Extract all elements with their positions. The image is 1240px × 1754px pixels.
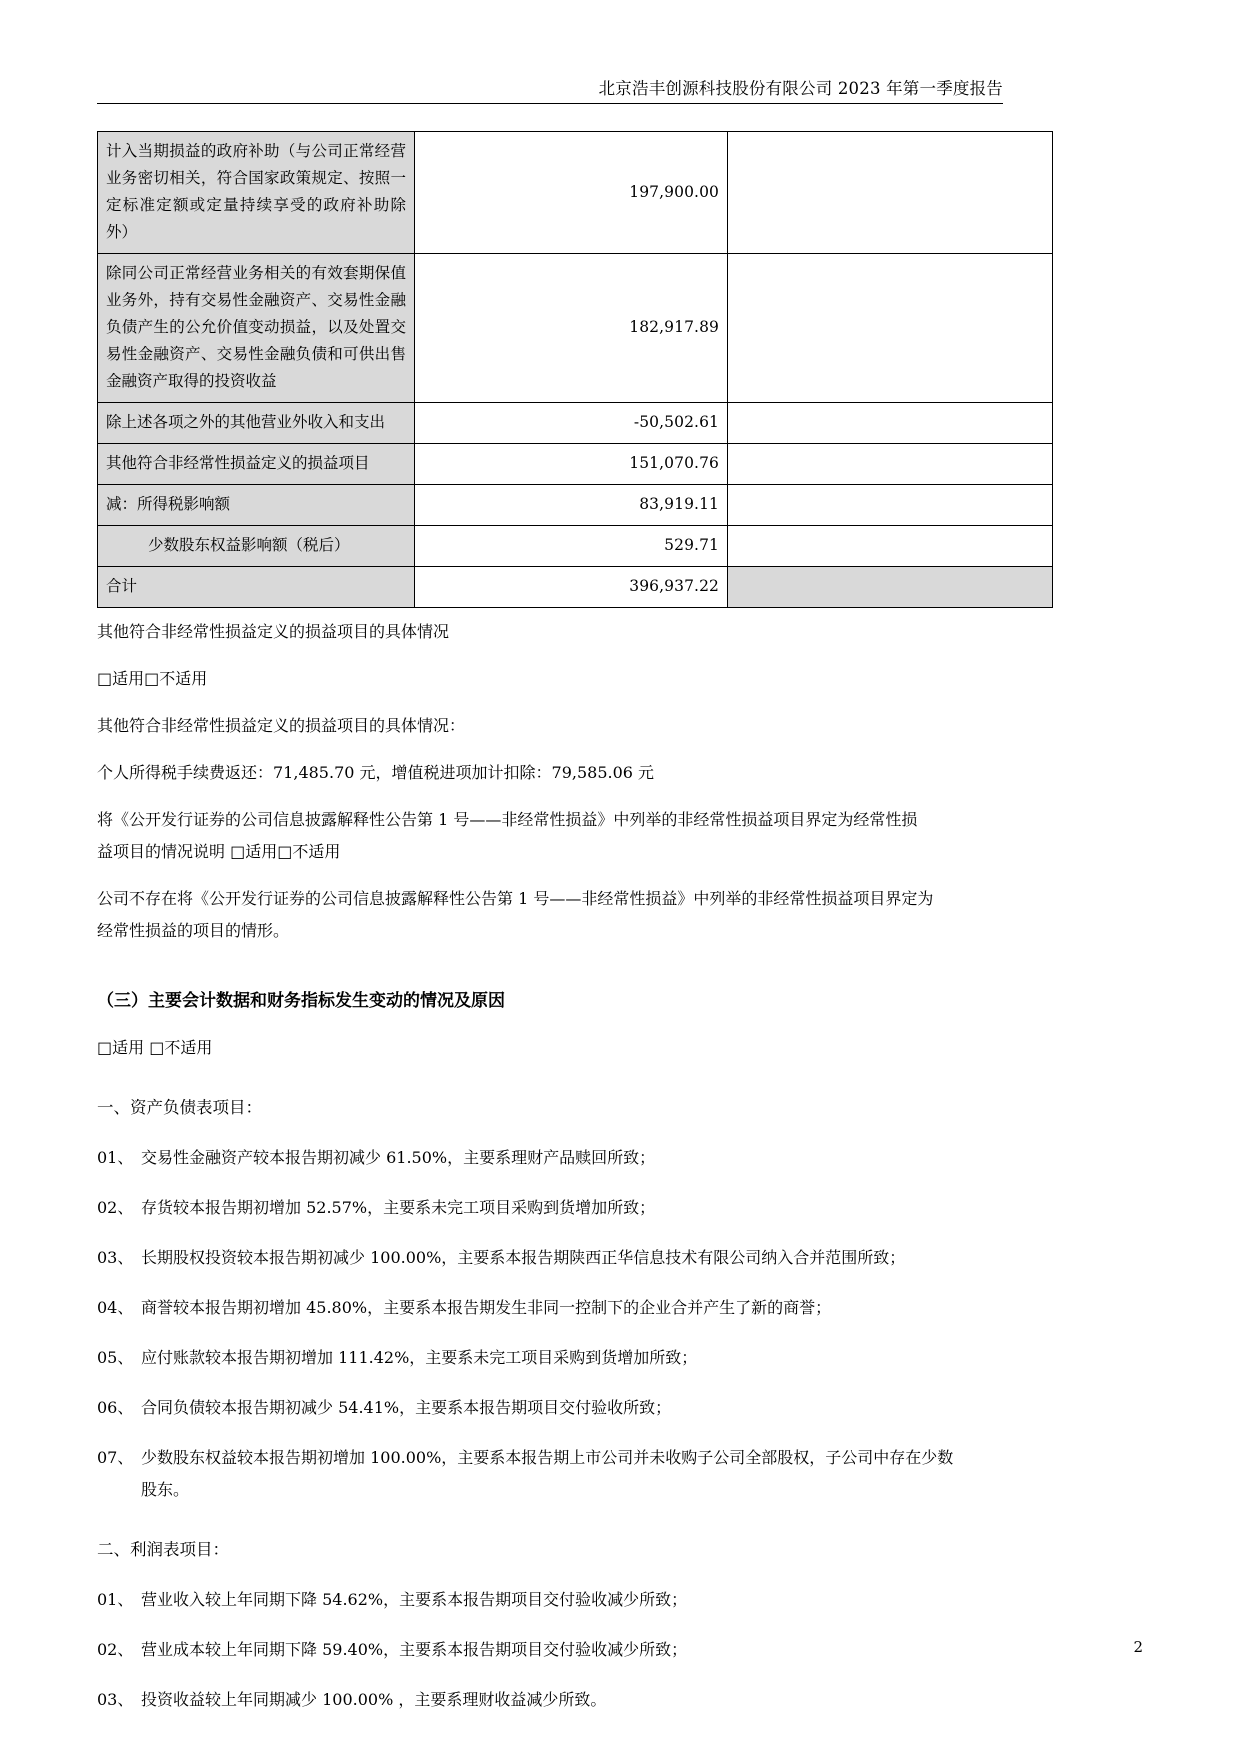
paragraph-other-items-title: 其他符合非经常性损益定义的损益项目的具体情况	[97, 622, 450, 641]
paragraph-no-reclassification-line1: 公司不存在将《公开发行证券的公司信息披露解释性公告第 1 号——非经常性损益》中列举的非经常性损益项目界定为	[97, 889, 934, 908]
paragraph-other-items-detail: 个人所得税手续费返还：71,485.70 元，增值税进项加计扣除：79,585.06 元	[97, 763, 655, 782]
table-row-total	[98, 567, 1053, 608]
table-row	[98, 132, 1053, 254]
list-item	[97, 1685, 1003, 1715]
subheading-income-statement: 二、利润表项目：	[97, 1540, 229, 1559]
paragraph-no-reclassification-line2: 经常性损益的项目的情形。	[97, 921, 290, 940]
list-item-text: 营业收入较上年同期下降 54.62%，主要系本报告期项目交付验收减少所致；	[141, 1590, 688, 1609]
list-item-number: 04、	[97, 1298, 134, 1317]
list-item-number: 02、	[97, 1198, 134, 1217]
page-number: 2	[1133, 1638, 1143, 1656]
row-label: 除上述各项之外的其他营业外收入和支出	[98, 403, 415, 444]
list-item	[97, 1293, 1003, 1323]
list-item	[97, 1443, 1003, 1505]
list-item	[97, 1393, 1003, 1423]
table-row	[98, 485, 1053, 526]
row-note	[728, 526, 1053, 567]
list-item-number: 06、	[97, 1398, 134, 1417]
list-item-text: 少数股东权益较本报告期初增加 100.00%，主要系本报告期上市公司并未收购子公司全部股权，子公司中存在少数	[141, 1448, 954, 1467]
row-amount: 182,917.89	[415, 254, 728, 403]
row-amount: -50,502.61	[415, 403, 728, 444]
list-item-number: 05、	[97, 1348, 134, 1367]
list-item-text: 营业成本较上年同期下降 59.40%，主要系本报告期项目交付验收减少所致；	[141, 1640, 688, 1659]
table-row	[98, 254, 1053, 403]
row-amount: 529.71	[415, 526, 728, 567]
row-label: 少数股东权益影响额（税后）	[98, 526, 415, 567]
row-label: 其他符合非经常性损益定义的损益项目	[98, 444, 415, 485]
list-item-text: 投资收益较上年同期减少 100.00% ，主要系理财收益减少所致。	[141, 1690, 607, 1709]
row-note	[728, 132, 1053, 254]
row-amount: 151,070.76	[415, 444, 728, 485]
row-label: 减：所得税影响额	[98, 485, 415, 526]
list-item	[97, 1243, 1003, 1273]
row-amount: 197,900.00	[415, 132, 728, 254]
list-item-number: 07、	[97, 1448, 134, 1467]
paragraph-other-items-detail-title: 其他符合非经常性损益定义的损益项目的具体情况：	[97, 716, 466, 735]
header-divider	[97, 103, 1003, 104]
nonrecurring-items-table	[97, 131, 1053, 608]
row-note	[728, 403, 1053, 444]
row-label: 计入当期损益的政府补助（与公司正常经营业务密切相关，符合国家政策规定、按照一定标准定额或定量持续享受的政府补助除外）	[98, 132, 415, 254]
row-note	[728, 567, 1053, 608]
row-amount: 396,937.22	[415, 567, 728, 608]
list-item	[97, 1343, 1003, 1373]
applicable-checkbox-line-1[interactable]: □适用□不适用	[97, 669, 208, 688]
running-title: 北京浩丰创源科技股份有限公司 2023 年第一季度报告	[598, 79, 1003, 98]
list-item-continuation: 股东。	[141, 1480, 190, 1499]
list-item-number: 01、	[97, 1590, 134, 1609]
section-heading-three: （三）主要会计数据和财务指标发生变动的情况及原因	[97, 991, 505, 1011]
list-item	[97, 1585, 1003, 1615]
row-label: 除同公司正常经营业务相关的有效套期保值业务外，持有交易性金融资产、交易性金融负债产生的公允价值变动损益，以及处置交易性金融资产、交易性金融负债和可供出售金融资产取得的投资收益	[98, 254, 415, 403]
list-item-number: 02、	[97, 1640, 134, 1659]
list-item	[97, 1635, 1003, 1665]
row-note	[728, 254, 1053, 403]
document-content	[97, 131, 1003, 1715]
table-row	[98, 444, 1053, 485]
list-item-number: 03、	[97, 1248, 134, 1267]
row-label: 合计	[98, 567, 415, 608]
list-item	[97, 1143, 1003, 1173]
table-row	[98, 526, 1053, 567]
list-item	[97, 1193, 1003, 1223]
list-item-text: 商誉较本报告期初增加 45.80%，主要系本报告期发生非同一控制下的企业合并产生了新的商誉；	[141, 1298, 832, 1317]
paragraph-reclassification-note-line2: 益项目的情况说明 □适用□不适用	[97, 842, 341, 861]
list-item-text: 应付账款较本报告期初增加 111.42%，主要系未完工项目采购到货增加所致；	[141, 1348, 698, 1367]
list-item-number: 01、	[97, 1148, 134, 1167]
list-item-text: 存货较本报告期初增加 52.57%，主要系未完工项目采购到货增加所致；	[141, 1198, 656, 1217]
row-note	[728, 444, 1053, 485]
page-header	[97, 78, 1003, 104]
row-note	[728, 485, 1053, 526]
row-amount: 83,919.11	[415, 485, 728, 526]
subheading-balance-sheet: 一、资产负债表项目：	[97, 1098, 262, 1117]
table-row	[98, 403, 1053, 444]
list-item-text: 合同负债较本报告期初减少 54.41%，主要系本报告期项目交付验收所致；	[141, 1398, 672, 1417]
list-item-text: 长期股权投资较本报告期初减少 100.00%，主要系本报告期陕西正华信息技术有限公司纳入合并范围所致；	[141, 1248, 906, 1267]
list-item-number: 03、	[97, 1690, 134, 1709]
applicable-checkbox-line-2[interactable]: □适用 □不适用	[97, 1038, 213, 1057]
list-item-text: 交易性金融资产较本报告期初减少 61.50%，主要系理财产品赎回所致；	[141, 1148, 656, 1167]
paragraph-reclassification-note-line1: 将《公开发行证券的公司信息披露解释性公告第 1 号——非经常性损益》中列举的非经常性损益项目界定为经常性损	[97, 810, 918, 829]
